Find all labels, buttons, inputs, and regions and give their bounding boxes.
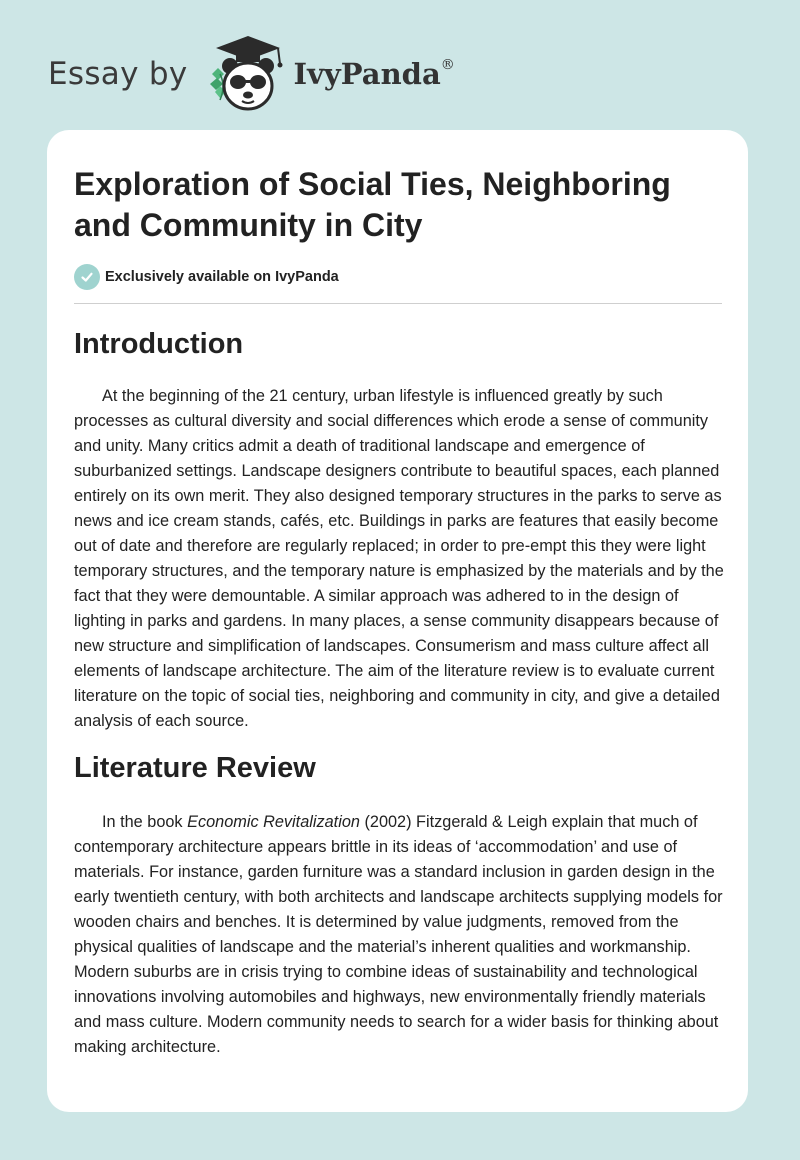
book-title: Economic Revitalization [187, 813, 360, 831]
panda-face-icon [222, 58, 274, 109]
section-paragraph-introduction: At the beginning of the 21 century, urban lifestyle is influenced greatly by such processes as cultural diversity and social differences which erode a sense of community and unity. Many critics admit a death of traditional landscape and emergence of suburbanized settings. Landscape designers contribute to beautiful spaces, each planned entirely on its own merit. They also designed temporary structures in the parks to serve as news and ice cream stands, cafés, etc. Buildings in parks are features that easily become out of date and therefore are regularly replaced; in order to pre-empt this they were light temporary structures, and the temporary nature is emphasized by the materials and by the fact that they were demountable. A similar approach was adhered to in the design of lighting in parks and gardens. In many places, a sense community disappears because of new structure and simplification of landscapes. Consumerism and mass culture affect all elements of landscape architecture. The aim of the literature review is to evaluate current literature on the topic of social ties, neighboring and community in city, and give a detailed analysis of each source. [74, 387, 724, 730]
paragraph-text-start: In the book [102, 813, 188, 831]
site-header [48, 34, 455, 114]
section-paragraph-literature-review [74, 810, 730, 1060]
divider [74, 303, 722, 304]
essay-by-label: Essay by [48, 56, 188, 92]
registered-mark: ® [440, 57, 455, 74]
check-circle-icon [74, 264, 100, 290]
page-title: Exploration of Social Ties, Neighboring and Community in City [74, 166, 671, 243]
badge-label: Exclusively available on IvyPanda [105, 269, 339, 285]
section-heading-literature-review: Literature Review [74, 752, 316, 784]
ivypanda-logo[interactable] [200, 34, 292, 114]
article-card [47, 130, 748, 1112]
brand-name[interactable]: IvyPanda® [293, 57, 455, 91]
section-heading-introduction: Introduction [74, 328, 244, 360]
paragraph-text-rest: (2002) Fitzgerald & Leigh explain that much of contemporary architecture appears brittle in its ideas of ‘accommodation’ and use of materials. For instance, garden furniture was a standard inclusion in garden design in the early twentieth century, with both architects and landscape architects supplying models for wooden chairs and benches. It is determined by value judgments, removed from the physical qualities of landscape and the material’s inherent qualities and workmanship. Modern suburbs are in crisis trying to combine ideas of sustainability and technological innovations involving automobiles and highways, new environmentally friendly materials and mass culture. Modern community needs to search for a wider basis for thinking about making architecture. [74, 813, 723, 1056]
exclusive-badge [74, 264, 339, 290]
